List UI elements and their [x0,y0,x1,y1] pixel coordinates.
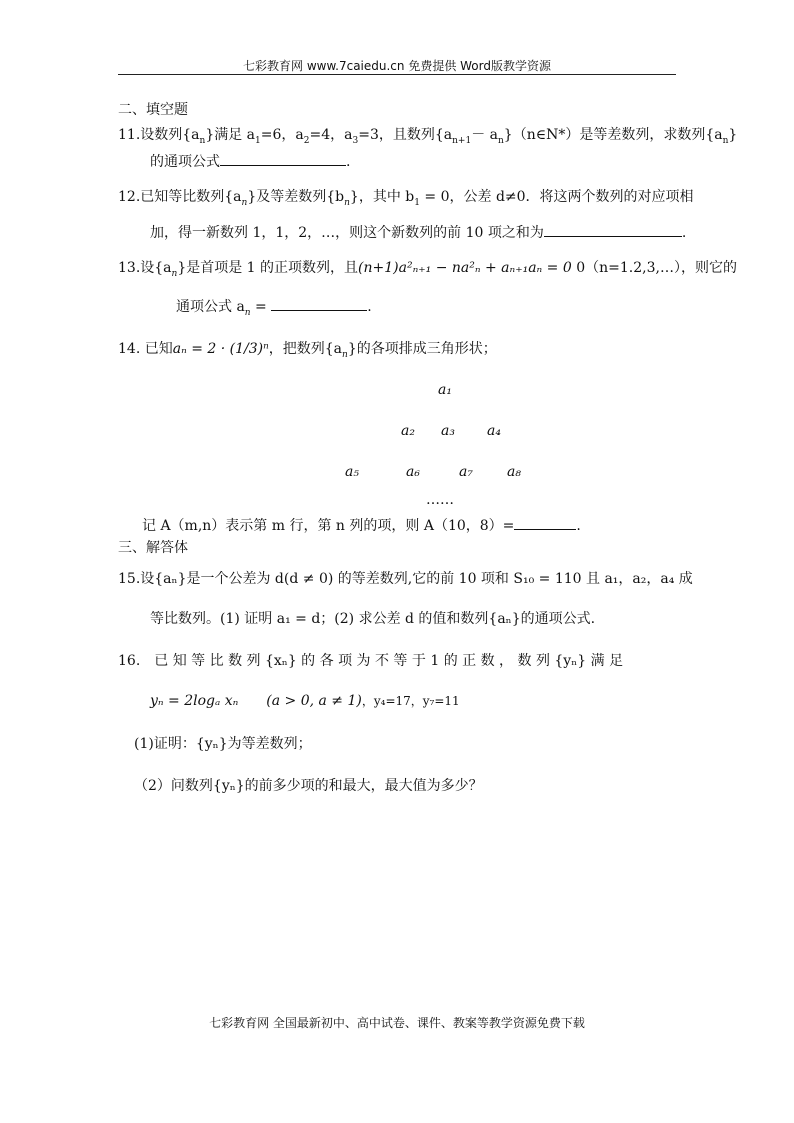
q14-formula: aₙ = 2 · (1/3)ⁿ [172,341,269,357]
q11-text-d: =4，a [309,127,353,143]
q11-answer-blank[interactable] [220,151,346,166]
q11-sub: 2 [303,135,310,146]
q11-sub: n [199,135,206,146]
question-16-line1 [118,650,623,670]
q11-line2-end: . [346,154,351,170]
q11-text-e: =3，且数列{a [358,127,453,143]
triangle-term: a₈ [507,464,521,480]
question-15-line2: 等比数列。(1) 证明 a₁ = d；(2) 求公差 d 的值和数列{aₙ}的通项公式. [150,611,596,627]
q15-line1: 设{aₙ}是一个公差为 d(d ≠ 0) 的等差数列,它的前 10 项和 S₁₀ = 110 且 a₁，a₂，a₄ 成 [140,571,693,587]
q11-text-g: }（n∈N*）是等差数列，求数列{a [503,127,723,143]
q14-text-c: }的各项排成三角形状； [347,341,497,357]
question-16-part2: （2）问数列{yₙ}的前多少项的和最大，最大值为多少？ [134,778,483,794]
q13-text-a: 设{a [140,260,172,276]
q11-text-h: } [728,127,738,143]
q11-text-f: － a [471,127,498,143]
question-12-line1: 12.已知等比数列$\{a_n\}$及等差数列$\{b_n\}$，其中 $b_1 = 0$，公差 d≠0．将这两个数列的对应项相 [118,189,694,208]
q13-line2-b: = [250,299,272,315]
q14-answer-blank[interactable] [514,515,576,530]
triangle-term: a₁ [438,382,452,398]
q11-sub: n [722,135,729,146]
question-12-line2 [150,222,686,242]
q13-answer-blank[interactable] [271,296,367,311]
q14-text-a: 已知 [140,341,173,357]
q16-values: ，y₄=17，y₇=11 [361,694,460,708]
q15-number: 15. [118,571,141,587]
q12-text-b: }及等差数列{b [247,189,345,205]
triangle-term: a₃ [441,423,455,439]
q13-text-b: }是首项是 1 的正项数列，且 [177,260,359,276]
q11-sub: 1 [255,135,261,146]
header-divider [118,74,676,75]
question-13-line1: 13.设$\{a_n\}$是首项是 1 的正项数列，且(n+1)a²ₙ₊₁ − na²ₙ + aₙ₊₁aₙ = 0 0（n=1.2,3,…），则它的 [118,260,737,279]
q11-sub: n [498,135,504,146]
question-14-line-last [142,515,581,535]
q16-condition: (a > 0, a ≠ 1) [266,693,362,709]
question-16-part1: (1)证明：{yₙ}为等差数列； [134,736,312,752]
q11-text-b: }满足 a [205,127,256,143]
q12-line2-text: 加，得一新数列 1，1，2，…，则这个新数列的前 10 项之和为 [150,225,544,241]
section-title-answer: 三、解答体 [118,540,188,556]
q13-text-c: 0（n=1.2,3,…），则它的 [571,260,737,276]
q12-text-c: }，其中 b [349,189,415,205]
question-16-line2 [150,692,460,709]
question-14-line1: 14. 已知aₙ = 2 · (1/3)ⁿ，把数列$\{a_n\}$的各项排成三角形状； [118,341,497,360]
q12-text-d: = 0，公差 d≠0．将这两个数列的对应项相 [419,189,694,205]
q12-text-a: 已知等比数列{a [140,189,242,205]
q12-answer-blank[interactable] [544,222,682,237]
q11-sub: 3 [352,135,359,146]
q14-last-end: . [576,518,581,534]
q12-line2-end: . [681,225,687,241]
q11-number: 11. [118,127,141,143]
q11-sub: n+1 [452,135,472,146]
section-title-fill-blank: 二、填空题 [118,102,188,118]
page-header: 七彩教育网 www.7caiedu.cn 免费提供 Word版教学资源 [243,59,551,73]
triangle-ellipsis: …… [426,492,454,508]
q13-line2-a: 通项公式 a [176,299,245,315]
q13-number: 13. [118,260,141,276]
q13-formula: (n+1)a²ₙ₊₁ − na²ₙ + aₙ₊₁aₙ = 0 [358,260,572,276]
q14-number: 14. [118,341,141,357]
question-15-line1 [118,568,693,588]
q11-text-a: 设数列{a [140,127,200,143]
question-11-line2 [150,151,350,171]
triangle-term: a₅ [345,464,359,480]
q11-line2-text: 的通项公式 [150,154,220,170]
triangle-term: a₄ [487,423,501,439]
q11-text-c: =6，a [260,127,304,143]
page-footer: 七彩教育网 全国最新初中、高中试卷、课件、教案等教学资源免费下载 [209,1016,585,1030]
triangle-term: a₂ [401,423,415,439]
q16-formula: yₙ = 2logₐ xₙ [150,693,239,709]
q16-number: 16. [118,653,141,669]
question-13-line2: 通项公式 $a_n$ = . [176,296,372,316]
q14-last-text: 记 A（m,n）表示第 m 行，第 n 列的项，则 A（10，8）= [142,518,515,534]
question-11-line1 [118,124,737,144]
triangle-term: a₇ [459,464,473,480]
q12-number: 12. [118,189,141,205]
q14-text-b: ，把数列{a [268,341,343,357]
triangle-term: a₆ [406,464,420,480]
q13-line2-end: . [367,299,372,315]
q16-line1: 已 知 等 比 数 列 {xₙ} 的 各 项 为 不 等 于 1 的 正 数 ， 数 列 {yₙ} 满 足 [154,653,624,669]
